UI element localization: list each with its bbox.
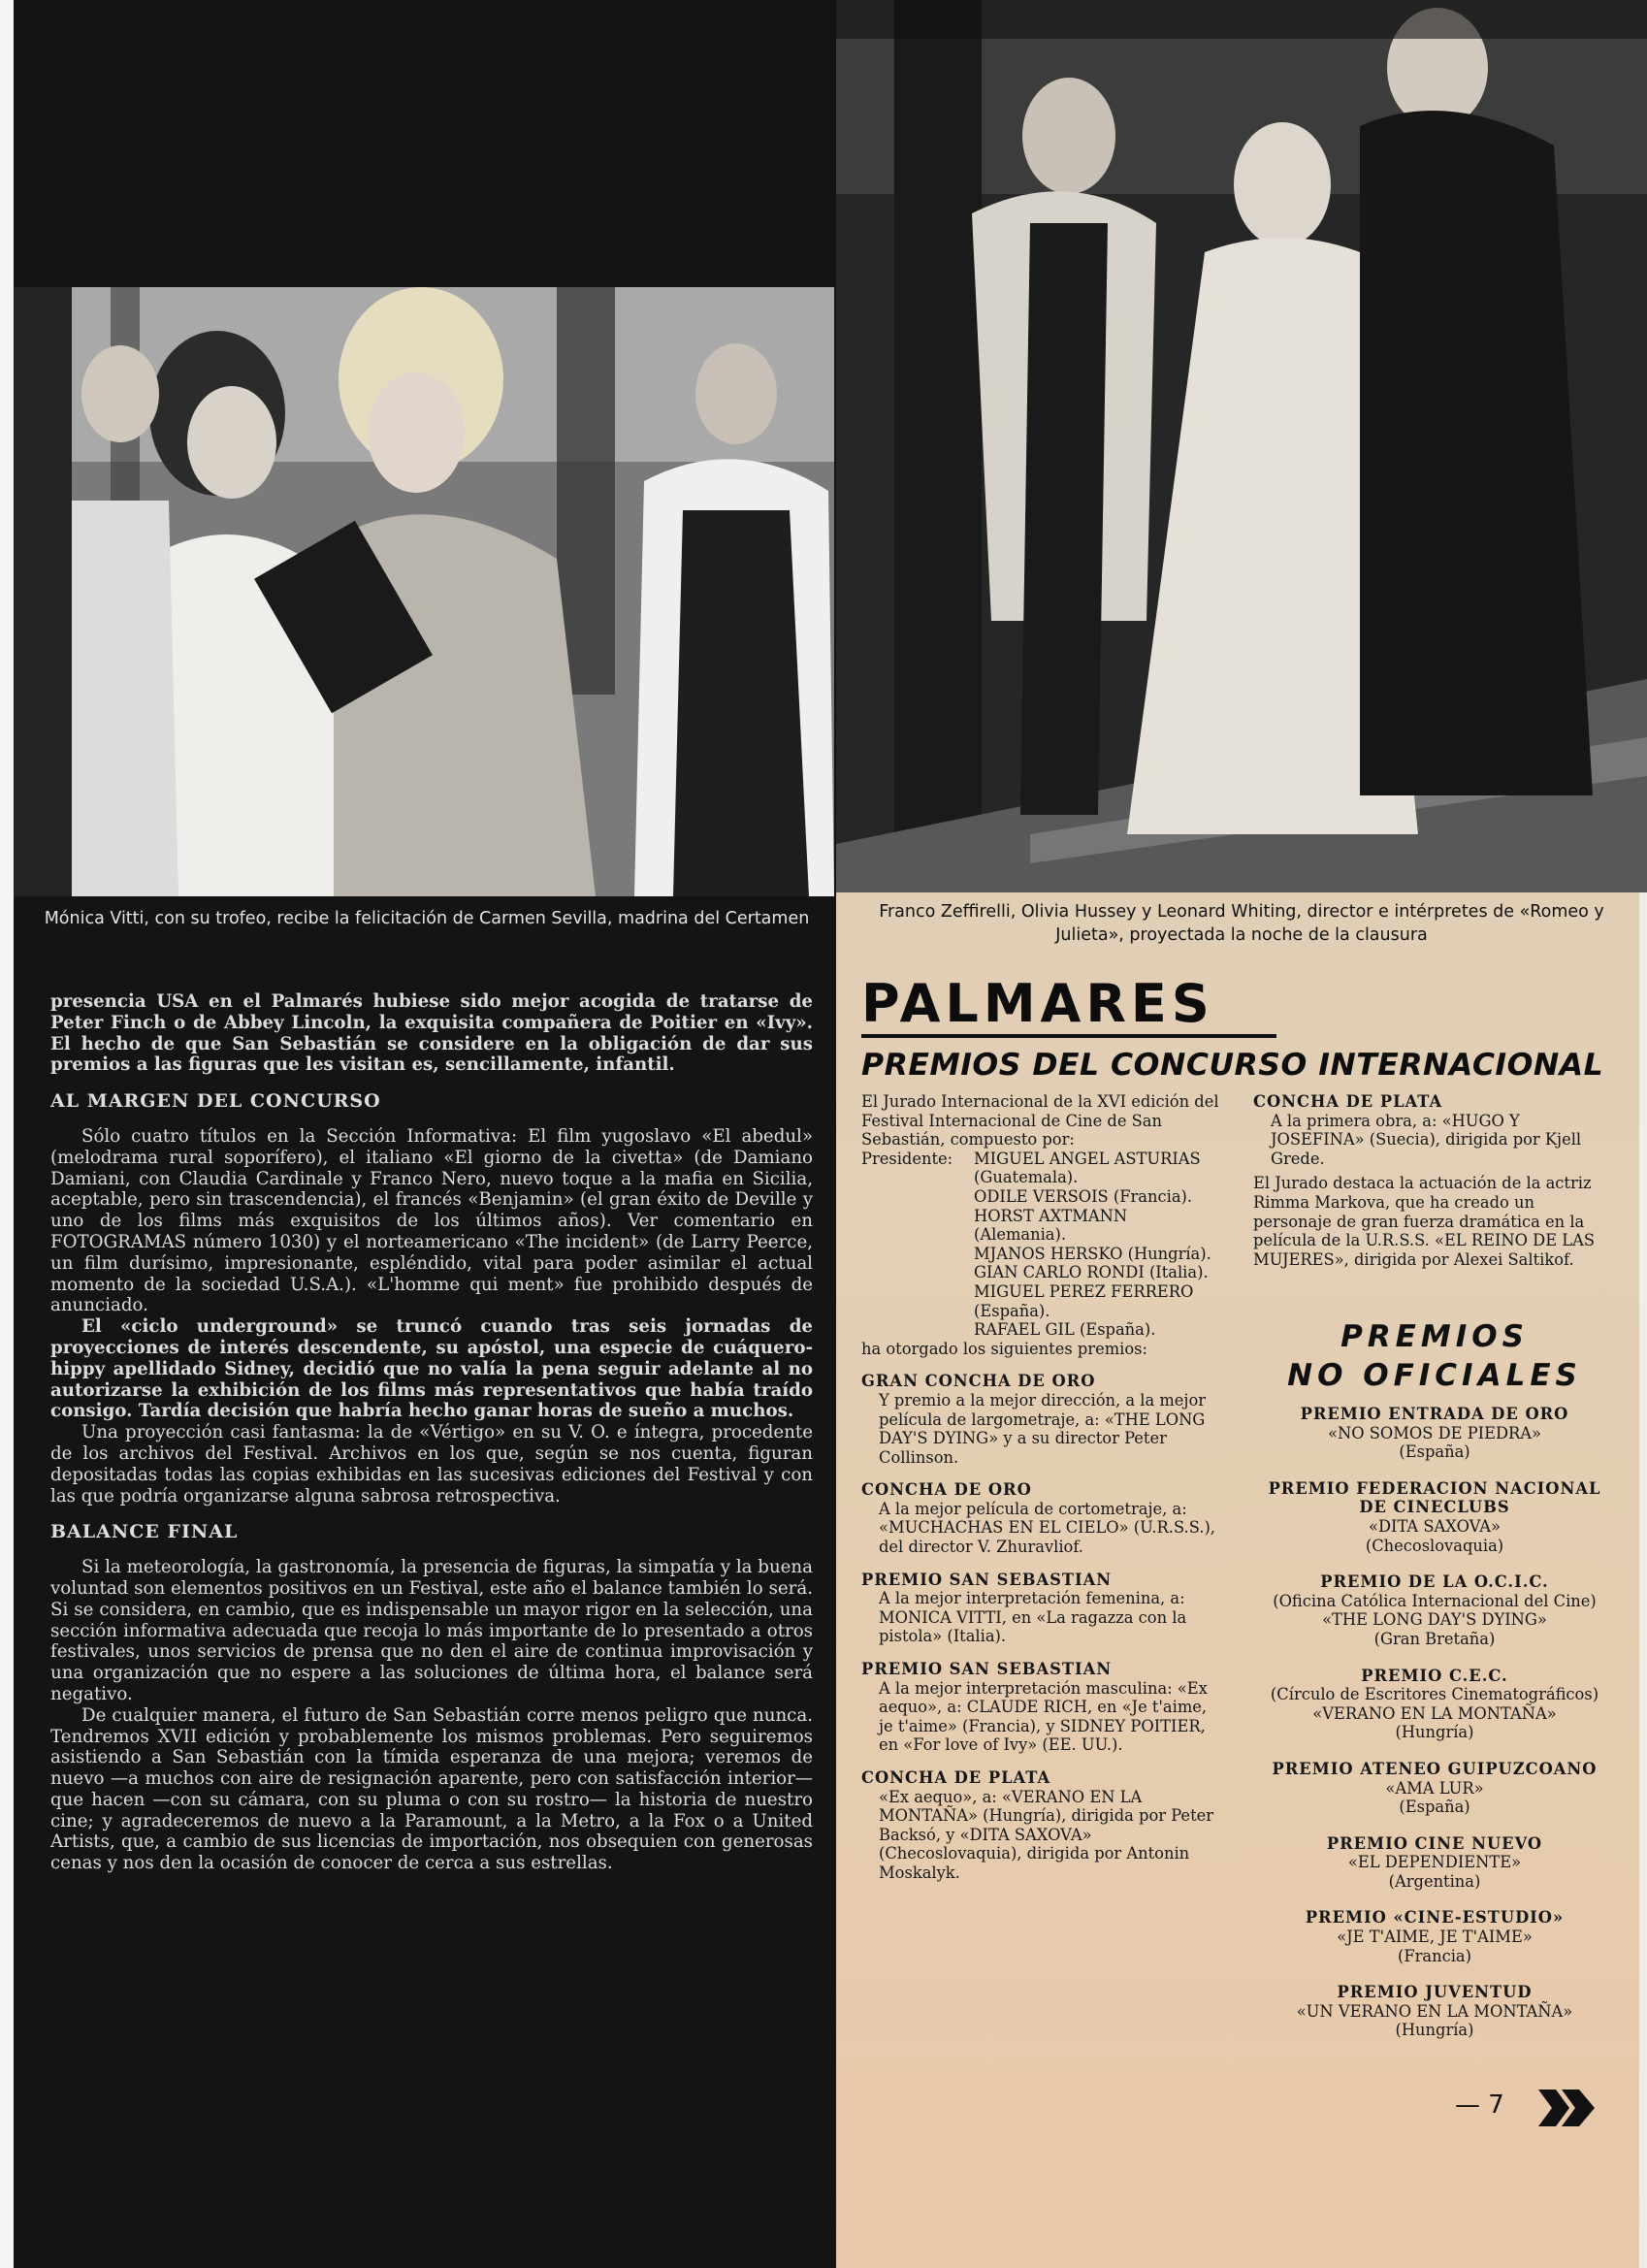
prize-name: PREMIO JUVENTUD bbox=[1337, 1983, 1533, 2002]
no-oficiales-line-1: PREMIOS bbox=[1340, 1319, 1529, 1354]
jury-intro: El Jurado Internacional de la XVI edición del Festival Internacional de Cine de San Sebastián, compuesto por: bbox=[861, 1092, 1219, 1150]
award-text: A la mejor interpretación masculina: «Ex aequo», a: CLAUDE RICH, en «Je t'aime, je t'aime» (Francia), y SIDNEY POITIER, en «For love of Ivy» (EE. UU.). bbox=[879, 1678, 1208, 1755]
section2-paragraph-1: Si la meteorología, la gastronomía, la presencia de figuras, la simpatía y la buena voluntad son elementos positivos en un Festival, este año el balance también lo será. Si se considera, en cambio, que es indispensable un mayor rigor en la selección, una sección informativa adecuada que recoja lo más importante de lo presentado a otros festivales, unos servicios de prensa que no den el aire de continua improvisación y una organización que no espere a las soluciones de última hora, el balance será negativo. bbox=[50, 1557, 813, 1704]
palmares-title: PALMARES bbox=[861, 973, 1214, 1034]
photo-left-illustration bbox=[14, 287, 834, 896]
jury-member: MIGUEL ANGEL ASTURIAS (Guatemala). bbox=[974, 1149, 1201, 1187]
prize-line: (Argentina) bbox=[1388, 1871, 1481, 1891]
prize-line: (Gran Bretaña) bbox=[1373, 1629, 1496, 1648]
article-intro: presencia USA en el Palmarés hubiese sido mejor acogida de tratarse de Peter Finch o de Abbey Lincoln, la exquisita compañera de Poitier en «Ivy». El hecho de que San Sebastián se considere en la obligación de dar sus premios a las figuras que les visitan es, sencillamente, infantil. bbox=[50, 991, 813, 1076]
page-number: — 7 bbox=[1455, 2090, 1504, 2120]
photo-right-illustration bbox=[836, 0, 1647, 892]
prize-line: (Hungría) bbox=[1395, 2021, 1474, 2040]
award-name: PREMIO SAN SEBASTIAN bbox=[861, 1570, 1113, 1589]
jury-member: MIGUEL PEREZ FERRERO (España). bbox=[974, 1281, 1194, 1320]
jury-member: ODILE VERSOIS (Francia). bbox=[974, 1186, 1193, 1206]
award-name: CONCHA DE PLATA bbox=[1253, 1092, 1443, 1111]
palmares-column-2 bbox=[1253, 1092, 1616, 1269]
prize-line: «VERANO EN LA MONTAÑA» bbox=[1312, 1703, 1557, 1723]
prize-name: PREMIO ENTRADA DE ORO bbox=[1300, 1405, 1569, 1423]
premios-concurso-title: PREMIOS DEL CONCURSO INTERNACIONAL bbox=[861, 1048, 1604, 1083]
caption-right: Franco Zeffirelli, Olivia Hussey y Leonard Whiting, director e intérpretes de «Romeo y Julieta», proyectada la noche de la clausura bbox=[879, 902, 1604, 945]
no-oficiales-line-2: NO OFICIALES bbox=[1287, 1358, 1582, 1393]
scan-edge-left bbox=[0, 0, 14, 2268]
award-name: GRAN CONCHA DE ORO bbox=[861, 1372, 1096, 1391]
award-text: A la primera obra, a: «HUGO Y JOSEFINA» (Suecia), dirigida por Kjell Grede. bbox=[1271, 1111, 1582, 1168]
award-name: PREMIO SAN SEBASTIAN bbox=[861, 1660, 1113, 1679]
no-oficiales-list bbox=[1251, 1405, 1618, 2040]
award-text: «Ex aequo», a: «VERANO EN LA MONTAÑA» (Hungría), dirigida por Peter Backsó, y «DITA SAXOVA» (Checoslovaquia), dirigida por Antonin Moskalyk. bbox=[879, 1787, 1214, 1882]
caption-left: Mónica Vitti, con su trofeo, recibe la felicitación de Carmen Sevilla, madrina del Certamen bbox=[44, 909, 810, 928]
prize-name: PREMIO C.E.C. bbox=[1361, 1666, 1508, 1685]
prize-line: «JE T'AIME, JE T'AIME» bbox=[1337, 1928, 1533, 1947]
prize-line: (Círculo de Escritores Cinematográficos) bbox=[1270, 1685, 1599, 1704]
section2-paragraph-2: De cualquier manera, el futuro de San Sebastián corre menos peligro que nunca. Tendremos XVII edición y probablemente los mismos problemas. Pero seguiremos asistiendo a San Sebastián con la tímida esperanza de una mejora; veremos de nuevo —a muchos con aire de resignación aparente, pero con satisfacción interior— que hacen —con su cámara, con su pluma o con su rostro— la historia de nuestro cine; y agradeceremos de nuevo a la Paramount, a la Metro, a la Fox o a United Artists, que, a cambio de sus licencias de importación, nos obsequien con generosas cenas y nos den la ocasión de conocer de cerca a sus estrellas. bbox=[50, 1704, 813, 1874]
prize-line: (Francia) bbox=[1397, 1946, 1471, 1965]
prize-name: PREMIO DE LA O.C.I.C. bbox=[1320, 1572, 1549, 1592]
section-title-margen: AL MARGEN DEL CONCURSO bbox=[50, 1090, 381, 1113]
prize-line: «THE LONG DAY'S DYING» bbox=[1322, 1610, 1547, 1630]
article-left-column bbox=[50, 991, 813, 1874]
jury-member: GIAN CARLO RONDI (Italia). bbox=[974, 1263, 1209, 1282]
prize-line: «DITA SAXOVA» bbox=[1369, 1516, 1501, 1536]
jury-note: El Jurado destaca la actuación de la actriz Rimma Markova, que ha creado un personaje de gran fuerza dramática en la película de la U.R.S.S. «EL REINO DE LAS MUJERES», dirigida por Alexei Saltikof. bbox=[1253, 1174, 1596, 1269]
award-text: A la mejor película de cortometraje, a: «MUCHACHAS EN EL CIELO» (U.R.S.S.), del director V. Zhuravliof. bbox=[879, 1499, 1215, 1557]
prize-line: (Oficina Católica Internacional del Cine) bbox=[1273, 1591, 1597, 1610]
prize-line: «UN VERANO EN LA MONTAÑA» bbox=[1296, 2001, 1573, 2021]
jury-member: RAFAEL GIL (España). bbox=[974, 1320, 1156, 1340]
award-name: CONCHA DE PLATA bbox=[861, 1768, 1051, 1787]
palmares-column-1 bbox=[861, 1092, 1220, 1883]
prize-line: «NO SOMOS DE PIEDRA» bbox=[1328, 1423, 1541, 1442]
prize-line: (España) bbox=[1399, 1442, 1470, 1462]
prize-line: «AMA LUR» bbox=[1385, 1778, 1484, 1798]
premios-no-oficiales-title bbox=[1253, 1317, 1616, 1395]
section1-paragraph-2: El «ciclo underground» se truncó cuando tras seis jornadas de proyecciones de interés descendente, su apóstol, una especie de cuáquero-hippy apellidado Sidney, decidió que no valía la pena seguir adelante al no autorizarse la exhibición de los films más representativos que había traído consigo. Tardía decisión que habría hecho ganar horas de sueño a muchos. bbox=[50, 1316, 813, 1422]
jury-block bbox=[861, 1150, 1220, 1340]
jury-member: HORST AXTMANN (Alemania). bbox=[974, 1206, 1128, 1245]
photo-monica-vitti bbox=[14, 287, 834, 896]
prize-line: (Checoslovaquia) bbox=[1365, 1536, 1504, 1555]
continue-arrow-icon bbox=[1538, 2086, 1597, 2130]
prize-line: (Hungría) bbox=[1395, 1723, 1474, 1742]
section1-paragraph-3: Una proyección casi fantasma: la de «Vértigo» en su V. O. e íntegra, procedente de los archivos del Festival. Archivos en los que, según se nos cuenta, figuran depositadas todas las copias exhibidas en las sucesivas ediciones del Festival y con las que podría organizarse alguna sabrosa retrospectiva. bbox=[50, 1422, 813, 1507]
section-title-balance: BALANCE FINAL bbox=[50, 1521, 239, 1543]
prize-name: PREMIO «CINE-ESTUDIO» bbox=[1305, 1908, 1565, 1928]
award-text: A la mejor interpretación femenina, a: MONICA VITTI, en «La ragazza con la pistola» (Italia). bbox=[879, 1589, 1187, 1646]
jury-member: MJANOS HERSKO (Hungría). bbox=[974, 1244, 1211, 1263]
prize-name: PREMIO ATENEO GUIPUZCOANO bbox=[1272, 1759, 1598, 1778]
prize-name: PREMIO CINE NUEVO bbox=[1326, 1833, 1543, 1853]
jury-outro: ha otorgado los siguientes premios: bbox=[861, 1339, 1148, 1358]
jury-list bbox=[974, 1150, 1220, 1340]
award-text: Y premio a la mejor dirección, a la mejor película de largometraje, a: «THE LONG DAY'S DYING» y a su director Peter Collinson. bbox=[879, 1390, 1207, 1467]
prize-line: «EL DEPENDIENTE» bbox=[1347, 1853, 1522, 1872]
prize-line: (España) bbox=[1399, 1798, 1470, 1817]
section1-paragraph-1: Sólo cuatro títulos en la Sección Informativa: El film yugoslavo «El abedul» (melodrama rural soporífero), el italiano «El giorno de la civetta» (de Damiano Damiani, con Claudia Cardinale y Franco Nero, nuevo toque a la mafia en Sicilia, aceptable, pero sin trascendencia), el francés «Benjamin» (el gran éxito de Deville y uno de los films más exquisitos de los últimos años). Ver comentario en FOTOGRAMAS número 1030) y el norteamericano «The incident» (de Larry Peerce, un film durísimo, impresionante, espléndido, vital para poder asimilar el actual momento de la sociedad U.S.A.). «L'homme qui ment» fue prohibido después de anunciado. bbox=[50, 1125, 813, 1316]
photo-romeo-julieta bbox=[836, 0, 1647, 892]
jury-label: Presidente: bbox=[861, 1149, 953, 1168]
prize-name: PREMIO FEDERACION NACIONAL DE CINECLUBS bbox=[1268, 1478, 1601, 1517]
award-name: CONCHA DE ORO bbox=[861, 1480, 1032, 1500]
palmares-rule bbox=[861, 1034, 1276, 1038]
